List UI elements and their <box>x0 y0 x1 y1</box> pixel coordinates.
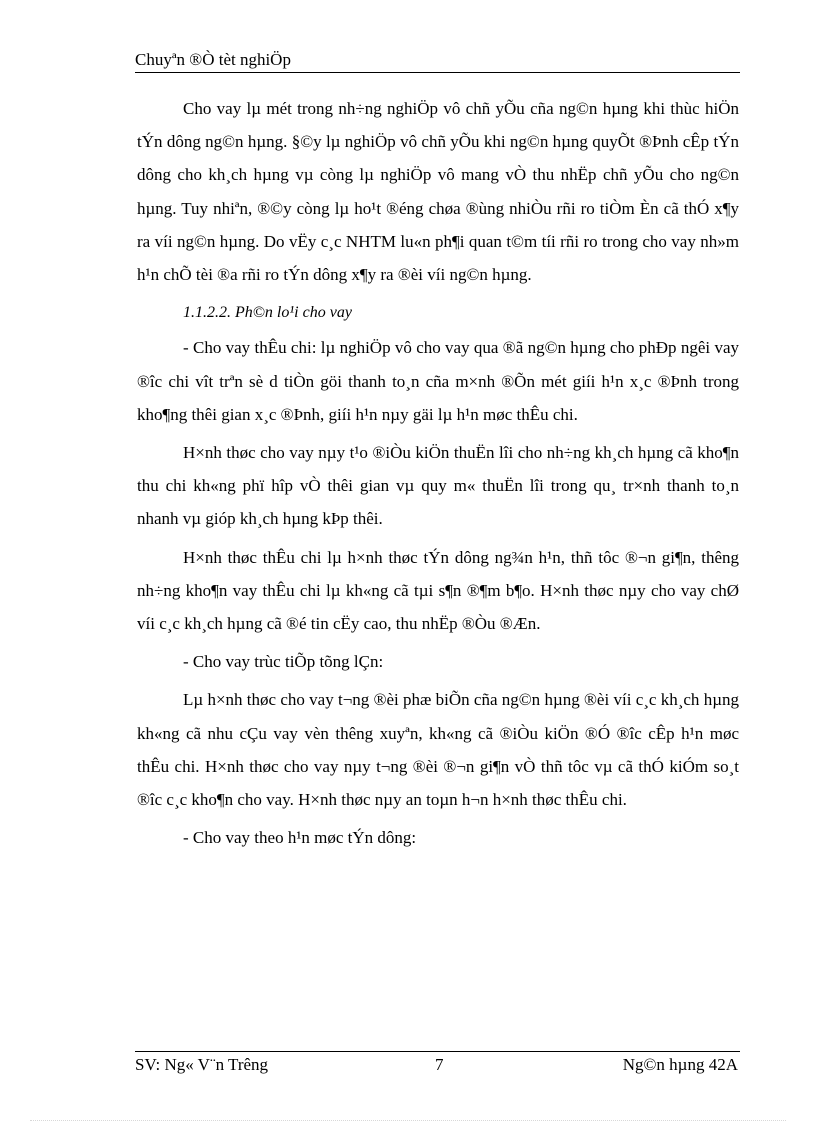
paragraph-overdraft-benefit: H×nh thøc cho vay nµy t¹o ®iÒu kiÖn thuËn lîi cho nh÷ng kh¸ch hµng cã kho¶n thu chi kh«ng phï hîp vÒ thêi gian vµ quy m« thuËn lîi trong qu¸ tr×nh thanh to¸n nhanh vµ gióp kh¸ch hµng kÞp thêi. <box>137 443 739 529</box>
section-heading: 1.1.2.2. Ph©n lo¹i cho vay <box>183 304 352 322</box>
paragraph-overdraft: - Cho vay thÊu chi: lµ nghiÖp vô cho vay qua ®ã ng©n hµng cho phÐp ngêi vay ®îc chi vît trªn sè d tiÒn göi thanh to¸n cña m×nh ®Õn mét giíi h¹n x¸c ®Þnh trong kho¶ng thêi gian x¸c ®Þnh, giíi h¹n nµy gäi lµ h¹n møc thÊu chi. <box>137 338 739 424</box>
footer-class: Ng©n hµng 42A <box>622 1055 738 1074</box>
page-edge-divider <box>30 1120 786 1121</box>
paragraph-intro: Cho vay lµ mét trong nh÷ng nghiÖp vô chñ yÕu cña ng©n hµng khi thùc hiÖn tÝn dông ng©n hµng. §©y lµ nghiÖp vô chñ yÕu khi ng©n hµng quyÕt ®Þnh cÊp tÝn dông cho kh¸ch hµng vµ còng lµ nghiÖp vô mang vÒ thu nhËp chñ yÕu cho ng©n hµng. Tuy nhiªn, ®©y còng lµ ho¹t ®éng chøa ®ùng nhiÒu rñi ro tiÒm Èn cã thÓ x¶y ra víi ng©n hµng. Do vËy c¸c NHTM lu«n ph¶i quan t©m tíi rñi ro trong cho vay nh»m h¹n chÕ tèi ®a rñi ro tÝn dông x¶y ra ®èi víi ng©n hµng. <box>137 99 739 285</box>
paragraph-direct-loan: Lµ h×nh thøc cho vay t¬ng ®èi phæ biÕn cña ng©n hµng ®èi víi c¸c kh¸ch hµng kh«ng cã nhu cÇu vay vèn thêng xuyªn, kh«ng cã ®iÒu kiÖn ®Ó ®îc cÊp h¹n møc thÊu chi. H×nh thøc cho vay nµy t¬ng ®èi ®¬n gi¶n vÒ thñ tôc vµ cã thÓ kiÓm so¸t ®îc c¸c kho¶n cho vay. H×nh thøc nµy an toµn h¬n h×nh thøc thÊu chi. <box>137 690 739 810</box>
paragraph-credit-line-title: - Cho vay theo h¹n møc tÝn dông: <box>183 828 417 848</box>
header-title: Chuyªn ®Ò tèt nghiÖp <box>135 50 291 69</box>
page-footer <box>135 1051 740 1078</box>
document-body <box>137 92 739 859</box>
paragraph-overdraft-form: H×nh thøc thÊu chi lµ h×nh thøc tÝn dông ng¾n h¹n, thñ tôc ®¬n gi¶n, thêng nh÷ng kho¶n vay thÊu chi lµ kh«ng cã tµi s¶n ®¶m b¶o. H×nh thøc nµy cho vay chØ víi c¸c kh¸ch hµng cã ®é tin cËy cao, thu nhËp ®Òu ®Æn. <box>137 547 739 634</box>
footer-student: SV: Ng« V¨n Trêng <box>135 1055 269 1074</box>
footer-page-number: 7 <box>435 1055 444 1074</box>
paragraph-direct-loan-title: - Cho vay trùc tiÕp tõng lÇn: <box>183 652 384 672</box>
page-header <box>135 50 740 73</box>
